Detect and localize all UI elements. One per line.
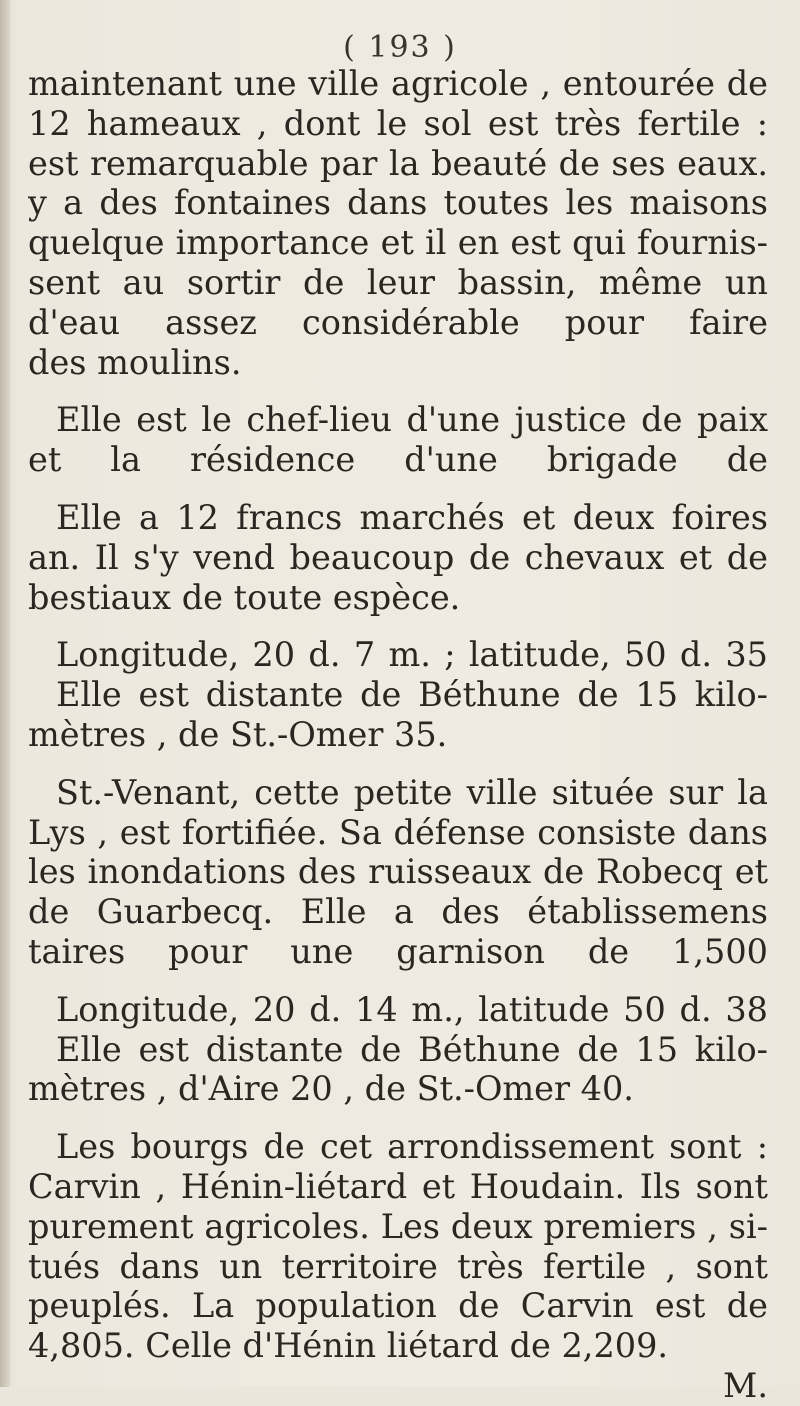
paragraph xyxy=(28,64,768,382)
paragraph xyxy=(28,773,768,972)
text-line: et la résidence d'une brigade de xyxy=(28,440,768,480)
text-line: Carvin , Hénin-liétard et Houdain. Ils sont xyxy=(28,1166,768,1206)
text-line: mètres , de St.-Omer 35. xyxy=(28,714,448,754)
paragraph xyxy=(28,635,768,754)
page-spine-shadow xyxy=(0,0,10,1387)
text-line: les inondations des ruisseaux de Robecq et xyxy=(28,852,768,892)
text-line: Longitude, 20 d. 14 m., latitude 50 d. 38 xyxy=(56,989,768,1029)
text-line: Elle est distante de Béthune de 15 kilo- xyxy=(56,675,768,715)
text-line: est remarquable par la beauté de ses eaux. xyxy=(28,143,768,183)
text-line-content: St.-Venant, cette petite ville située sur la xyxy=(56,772,768,812)
text-line: purement agricoles. Les deux premiers , si- xyxy=(28,1206,768,1246)
text-line: Les bourgs de cet arrondissement sont : xyxy=(56,1127,768,1167)
text-line: bestiaux de toute espèce. xyxy=(28,577,461,617)
text-line: Elle a 12 francs marchés et deux foires xyxy=(56,497,768,537)
text-line: des moulins. xyxy=(28,342,242,382)
text-line: Lys , est fortifiée. Sa défense consiste dans xyxy=(28,812,768,852)
text-line: 4,805. Celle d'Hénin liétard de 2,209. xyxy=(28,1326,669,1366)
catchword: M. xyxy=(723,1365,768,1405)
text-line: sent au sortir de leur bassin, même un xyxy=(28,262,768,302)
text-line: de Guarbecq. Elle a des établissemens xyxy=(28,892,768,932)
text-line: an. Il s'y vend beaucoup de chevaux et de xyxy=(28,537,768,577)
text-line: y a des fontaines dans toutes les maisons xyxy=(28,183,768,223)
text-line: taires pour une garnison de 1,500 xyxy=(28,931,768,971)
text-line: tués dans un territoire très fertile , sont xyxy=(28,1246,768,1286)
text-line: quelque importance et il en est qui fournis- xyxy=(28,223,768,263)
text-line: Longitude, 20 d. 7 m. ; latitude, 50 d. 35 xyxy=(56,635,768,675)
paragraph xyxy=(28,1127,768,1366)
page-number: ( 193 ) xyxy=(343,30,457,65)
body-text xyxy=(28,64,768,1406)
text-line: mètres , d'Aire 20 , de St.-Omer 40. xyxy=(28,1069,634,1109)
paragraph xyxy=(28,498,768,617)
text-line: 12 hameaux , dont le sol est très fertile : xyxy=(28,103,768,143)
paragraph xyxy=(28,400,768,480)
text-line: maintenant une ville agricole , entourée de xyxy=(28,64,768,103)
text-line: Elle est distante de Béthune de 15 kilo- xyxy=(56,1029,768,1069)
paragraph xyxy=(28,990,768,1109)
text-line: peuplés. La population de Carvin est de xyxy=(28,1286,768,1326)
text-line: d'eau assez considérable pour faire xyxy=(28,302,768,342)
text-line xyxy=(28,773,768,813)
text-line: Elle est le chef-lieu d'une justice de paix xyxy=(56,400,768,440)
